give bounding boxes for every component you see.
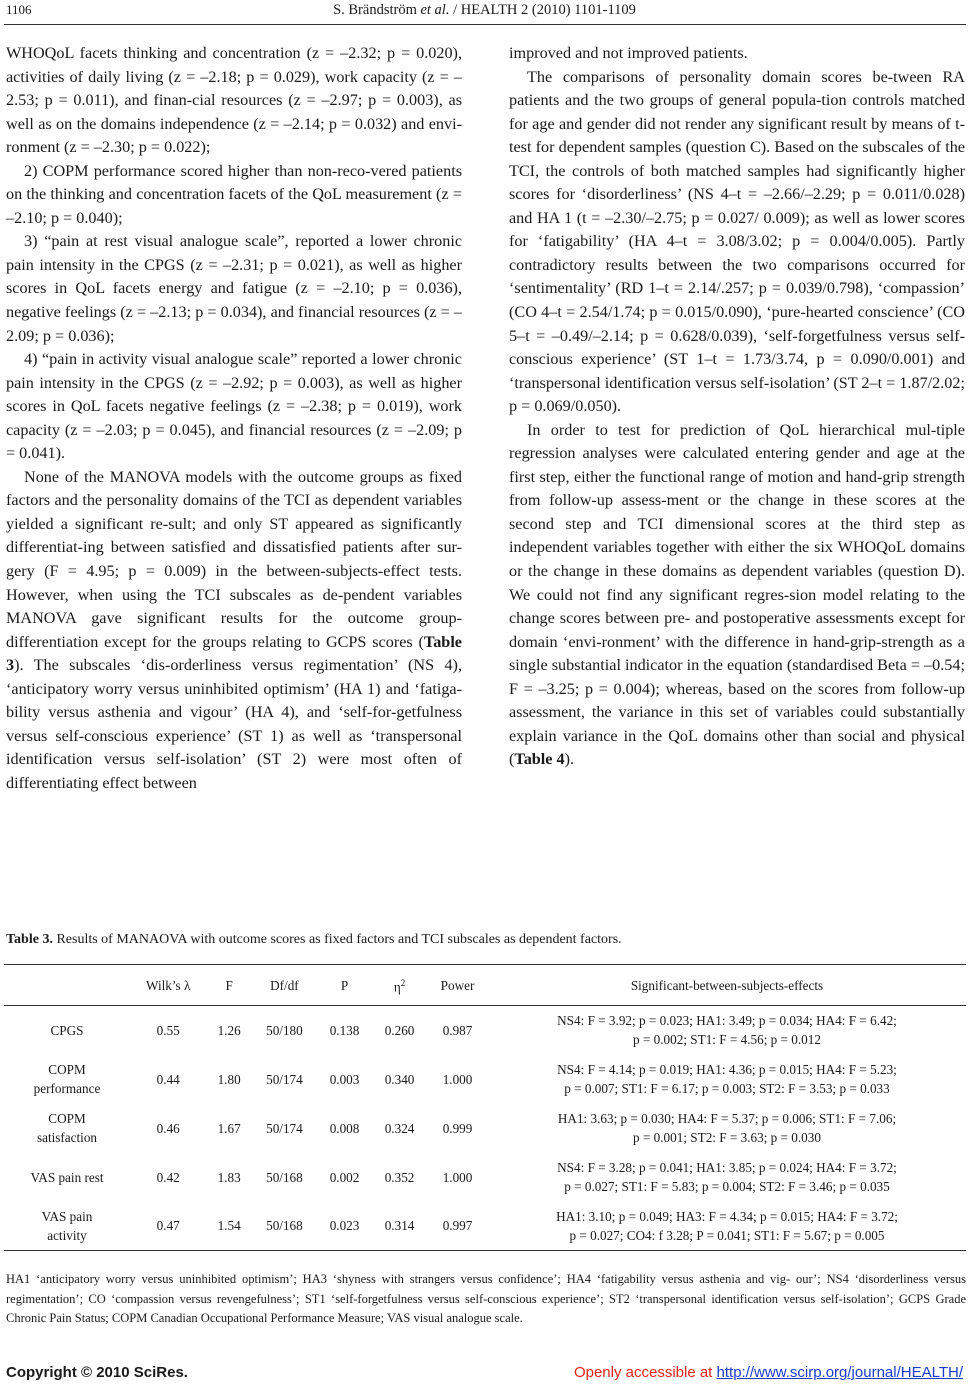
cell-power: 1.000 <box>442 1169 473 1185</box>
cell-effects <box>488 1202 966 1251</box>
open-access-notice <box>574 1364 963 1381</box>
table-caption-label: Table 3. <box>6 932 53 947</box>
row-label: CPGS <box>50 1022 84 1038</box>
row-label <box>4 1055 130 1104</box>
paragraph <box>6 466 462 796</box>
cell-p: 0.002 <box>329 1169 360 1185</box>
results-table <box>4 964 966 1251</box>
cell-effects <box>488 1104 966 1153</box>
open-access-label: Openly accessible at <box>573 1364 717 1381</box>
paragraph <box>509 419 965 772</box>
cell-eta: 0.314 <box>384 1218 415 1234</box>
cell-df: 50/174 <box>266 1071 303 1087</box>
paragraph: The comparisons of personality domain scores be-tween RA patients and the two groups of general popula-tion controls matched for age and gender did not render any significant result by means of t-test for dependent samples (question C). Based on the subscales of the TCI, the controls of both matched samples had significantly higher scores for ‘disorderliness’ (NS 4–t = –2.66/–2.29; p = 0.011/0.028) and HA 1 (t = –2.30/–2.75; p = 0.027/ 0.009); as well as lower scores for ‘fatigability’ (HA 4–t = 3.08/3.02; p = 0.004/0.005). Partly contradictory results between the two comparisons occurred for ‘sentimentality’ (RD 1–t = 2.14/.257; p = 0.039/0.798), ‘compassion’ (CO 4–t = 2.54/1.74; p = 0.015/0.090), ‘pure-hearted conscience’ (CO 5–t = –0.49/–2.14; p = 0.628/0.039), ‘self-forgetfulness versus self-conscious experience’ (ST 1–t = 1.73/3.74, p = 0.090/0.001) and ‘transpersonal identification versus self-isolation’ (ST 2–t = 1.87/2.02; p = 0.069/0.050). <box>509 67 965 416</box>
effects-line: p = 0.001; ST2: F = 3.63; p = 0.030 <box>633 1130 821 1145</box>
table-row <box>4 1104 966 1153</box>
row-label-line: VAS pain <box>41 1208 93 1224</box>
row-label-line: COPM <box>48 1111 86 1126</box>
cell-effects <box>488 1153 966 1202</box>
journal-link[interactable]: http://www.scirp.org/journal/HEALTH/ <box>716 1364 963 1381</box>
effects-line: NS4: F = 3.28; p = 0.041; HA1: 3.85; p = 0.024; HA4: F = 3.72; <box>557 1160 897 1175</box>
paragraph: improved and not improved patients. <box>509 44 748 62</box>
cell-effects <box>488 1055 966 1104</box>
row-label-line: satisfaction <box>36 1130 98 1145</box>
column-header-eta-squared <box>372 965 427 1006</box>
paragraph: 4) “pain in activity visual analogue scale” reported a lower chronic pain intensity in the CPGS (z = –2.92; p = 0.003), as well as higher scores in QoL facets negative feelings (z = –2.38; p = 0.019), work capacity (z = –2.03; p = 0.045), and financial resources (z = –2.09; p = 0.041). <box>6 350 462 463</box>
page-footer <box>0 1364 969 1384</box>
cell-eta: 0.260 <box>384 1022 415 1038</box>
cell-power: 0.987 <box>442 1022 473 1038</box>
cell-f: 1.67 <box>217 1120 241 1136</box>
table-header-row <box>4 965 966 1006</box>
cell-eta: 0.324 <box>384 1120 415 1136</box>
cell-df: 50/174 <box>266 1120 303 1136</box>
cell-wilks: 0.44 <box>156 1071 180 1087</box>
row-label-line: COPM <box>48 1062 86 1077</box>
copyright-notice: Copyright © 2010 SciRes. <box>6 1364 188 1381</box>
header-rule <box>4 24 966 25</box>
column-header-f: F <box>225 977 233 993</box>
row-label-line: performance <box>33 1081 101 1096</box>
running-head-journal: / HEALTH 2 (2010) 1101-1109 <box>449 2 636 18</box>
running-head-authors: S. Brändström <box>333 2 421 18</box>
table-row <box>4 1006 966 1055</box>
page-header <box>0 0 969 24</box>
table-caption-text: Results of MANAOVA with outcome scores as fixed factors and TCI subscales as dependent factors. <box>52 932 622 947</box>
cell-f: 1.80 <box>217 1071 241 1087</box>
column-header-p: P <box>340 977 349 993</box>
effects-line: HA1: 3.63; p = 0.030; HA4: F = 5.37; p = 0.006; ST1: F = 7.06; <box>557 1111 897 1126</box>
table-row <box>4 1153 966 1202</box>
table-reference-link[interactable]: Table 3 <box>6 632 462 675</box>
left-column <box>6 42 462 796</box>
cell-f: 1.26 <box>217 1022 241 1038</box>
eta-symbol: η <box>393 979 401 995</box>
column-header-label <box>4 965 130 1006</box>
effects-line: HA1: 3.10; p = 0.049; HA3: F = 4.34; p = 0.015; HA4: F = 3.72; <box>556 1208 898 1224</box>
column-header-effects: Significant-between-subjects-effects <box>630 977 824 993</box>
cell-power: 1.000 <box>442 1071 473 1087</box>
cell-power: 0.999 <box>442 1120 473 1136</box>
eta-superscript: 2 <box>400 977 406 988</box>
cell-df: 50/168 <box>266 1169 303 1185</box>
effects-line: NS4: F = 4.14; p = 0.019; HA1: 4.36; p = 0.015; HA4: F = 5.23; <box>557 1062 897 1077</box>
cell-df: 50/180 <box>266 1022 303 1038</box>
row-label <box>4 1104 130 1153</box>
effects-line: p = 0.027; ST1: F = 5.83; p = 0.004; ST2: F = 3.46; p = 0.035 <box>564 1179 890 1194</box>
cell-wilks: 0.55 <box>156 1022 180 1038</box>
running-head <box>0 2 969 19</box>
column-header-power: Power <box>440 977 475 993</box>
page-number: 1106 <box>6 2 32 17</box>
row-label-line: activity <box>47 1227 87 1243</box>
paragraph: WHOQoL facets thinking and concentration (z = –2.32; p = 0.020), activities of daily living (z = –2.18; p = 0.029), work capacity (z = –2.53; p = 0.011), and finan-cial resources (z = –2.97; p = 0.003), as well as on the domains independence (z = –2.14; p = 0.032) and envi-ronment (z = –2.30; p = 0.022); <box>6 44 462 157</box>
column-header-df: Df/df <box>270 977 299 993</box>
effects-line: p = 0.002; ST1: F = 4.56; p = 0.012 <box>633 1032 821 1048</box>
paragraph-text: ). <box>564 750 575 769</box>
cell-wilks: 0.46 <box>156 1120 180 1136</box>
effects-line: p = 0.027; CO4: f 3.28; P = 0.041; ST1: F = 5.67; p = 0.005 <box>569 1227 885 1243</box>
table-row <box>4 1202 966 1251</box>
cell-f: 1.54 <box>217 1218 241 1234</box>
running-head-etal: et al. <box>420 2 450 18</box>
paragraph-text: ). The subscales ‘dis-orderliness versus regimentation’ (NS 4), ‘anticipatory worry versus uninhibited optimism’ (HA 1) and ‘fatiga-bility versus asthenia and vigour’ (HA 4), and ‘self-for-getfulness versus self-conscious experience’ (ST 1) as well as ‘transpersonal identification versus self-isolation’ (ST 2) were most often of differentiating effect between <box>6 656 462 792</box>
cell-wilks: 0.47 <box>156 1218 180 1234</box>
row-label <box>4 1202 130 1251</box>
cell-power: 0.997 <box>442 1218 473 1234</box>
right-column <box>509 42 965 772</box>
table-footnote: HA1 ‘anticipatory worry versus uninhibited optimism’; HA3 ‘shyness with strangers versus confidence’; HA4 ‘fatigability versus asthenia and vig- our’; NS4 ‘disorderliness versus regimentation’; CO ‘compassion versus revengefulness’; ST1 ‘self-forgetfulness versus self-conscious experience’; ST2 ‘transpersonal identification versus self-isolation’; GCPS Grade Chronic Pain Status; COPM Canadian Occupational Performance Measure; VAS visual analogue scale. <box>6 1272 966 1325</box>
cell-f: 1.83 <box>217 1169 241 1185</box>
row-label: VAS pain rest <box>30 1169 104 1185</box>
cell-eta: 0.340 <box>384 1071 415 1087</box>
cell-p: 0.023 <box>329 1218 360 1234</box>
paragraph: 3) “pain at rest visual analogue scale”, reported a lower chronic pain intensity in the CPGS (z = –2.31; p = 0.021), as well as higher scores in QoL facets energy and fatigue (z = –2.10; p = 0.036), negative feelings (z = –2.13; p = 0.034), and financial resources (z = –2.09; p = 0.036); <box>6 232 462 345</box>
paragraph-text: None of the MANOVA models with the outcome groups as fixed factors and the personality domains of the TCI as dependent variables yielded a significant re-sult; and only ST appeared as significantly differentiat-ing between satisfied and dissatisfied patients after sur-gery (F = 4.95; p = 0.009) in the between-subjects-effect tests. However, when using the TCI subscales as de-pendent variables MANOVA gave significant results for the outcome group-differentiation except for the groups relating to GCPS scores ( <box>6 467 462 651</box>
effects-line: p = 0.007; ST1: F = 6.17; p = 0.003; ST2: F = 3.53; p = 0.033 <box>564 1081 890 1096</box>
cell-p: 0.138 <box>329 1022 360 1038</box>
table-reference-link[interactable]: Table 4 <box>514 750 565 769</box>
cell-df: 50/168 <box>266 1218 303 1234</box>
paragraph: 2) COPM performance scored higher than non-reco-vered patients on the thinking and concentration facets of the QoL measurement (z = –2.10; p = 0.040); <box>6 161 462 227</box>
cell-effects <box>488 1006 966 1055</box>
effects-line: NS4: F = 3.92; p = 0.023; HA1: 3.49; p = 0.034; HA4: F = 6.42; <box>557 1013 897 1029</box>
table-row <box>4 1055 966 1104</box>
cell-wilks: 0.42 <box>156 1169 180 1185</box>
table-caption <box>6 932 966 948</box>
paragraph-text: In order to test for prediction of QoL hierarchical mul-tiple regression analyses were calculated entering gender and age at the first step, either the functional range of motion and hand-grip strength from follow-up assess-ment or the change in these scores at the second step and TCI dimensional scores at the third step as independent variables together with either the six WHOQoL domains or the change in these domains as dependent variables (question D). We could not find any significant regres-sion model relating to the change scores between pre- and postoperative assessments except for domain ‘envi-ronment’ with the difference in hand-grip-strength as a single substantial indicator in the equation (standardised Beta = –0.54; F = –3.25; p = 0.004); whereas, based on the scores from follow-up assessment, the variance in this set of variables could substantially explain variance in the QoL domains other than social and physical ( <box>509 420 965 769</box>
cell-p: 0.003 <box>329 1071 360 1087</box>
column-header-wilks: Wilk’s λ <box>146 977 191 993</box>
cell-p: 0.008 <box>329 1120 360 1136</box>
cell-eta: 0.352 <box>384 1169 415 1185</box>
